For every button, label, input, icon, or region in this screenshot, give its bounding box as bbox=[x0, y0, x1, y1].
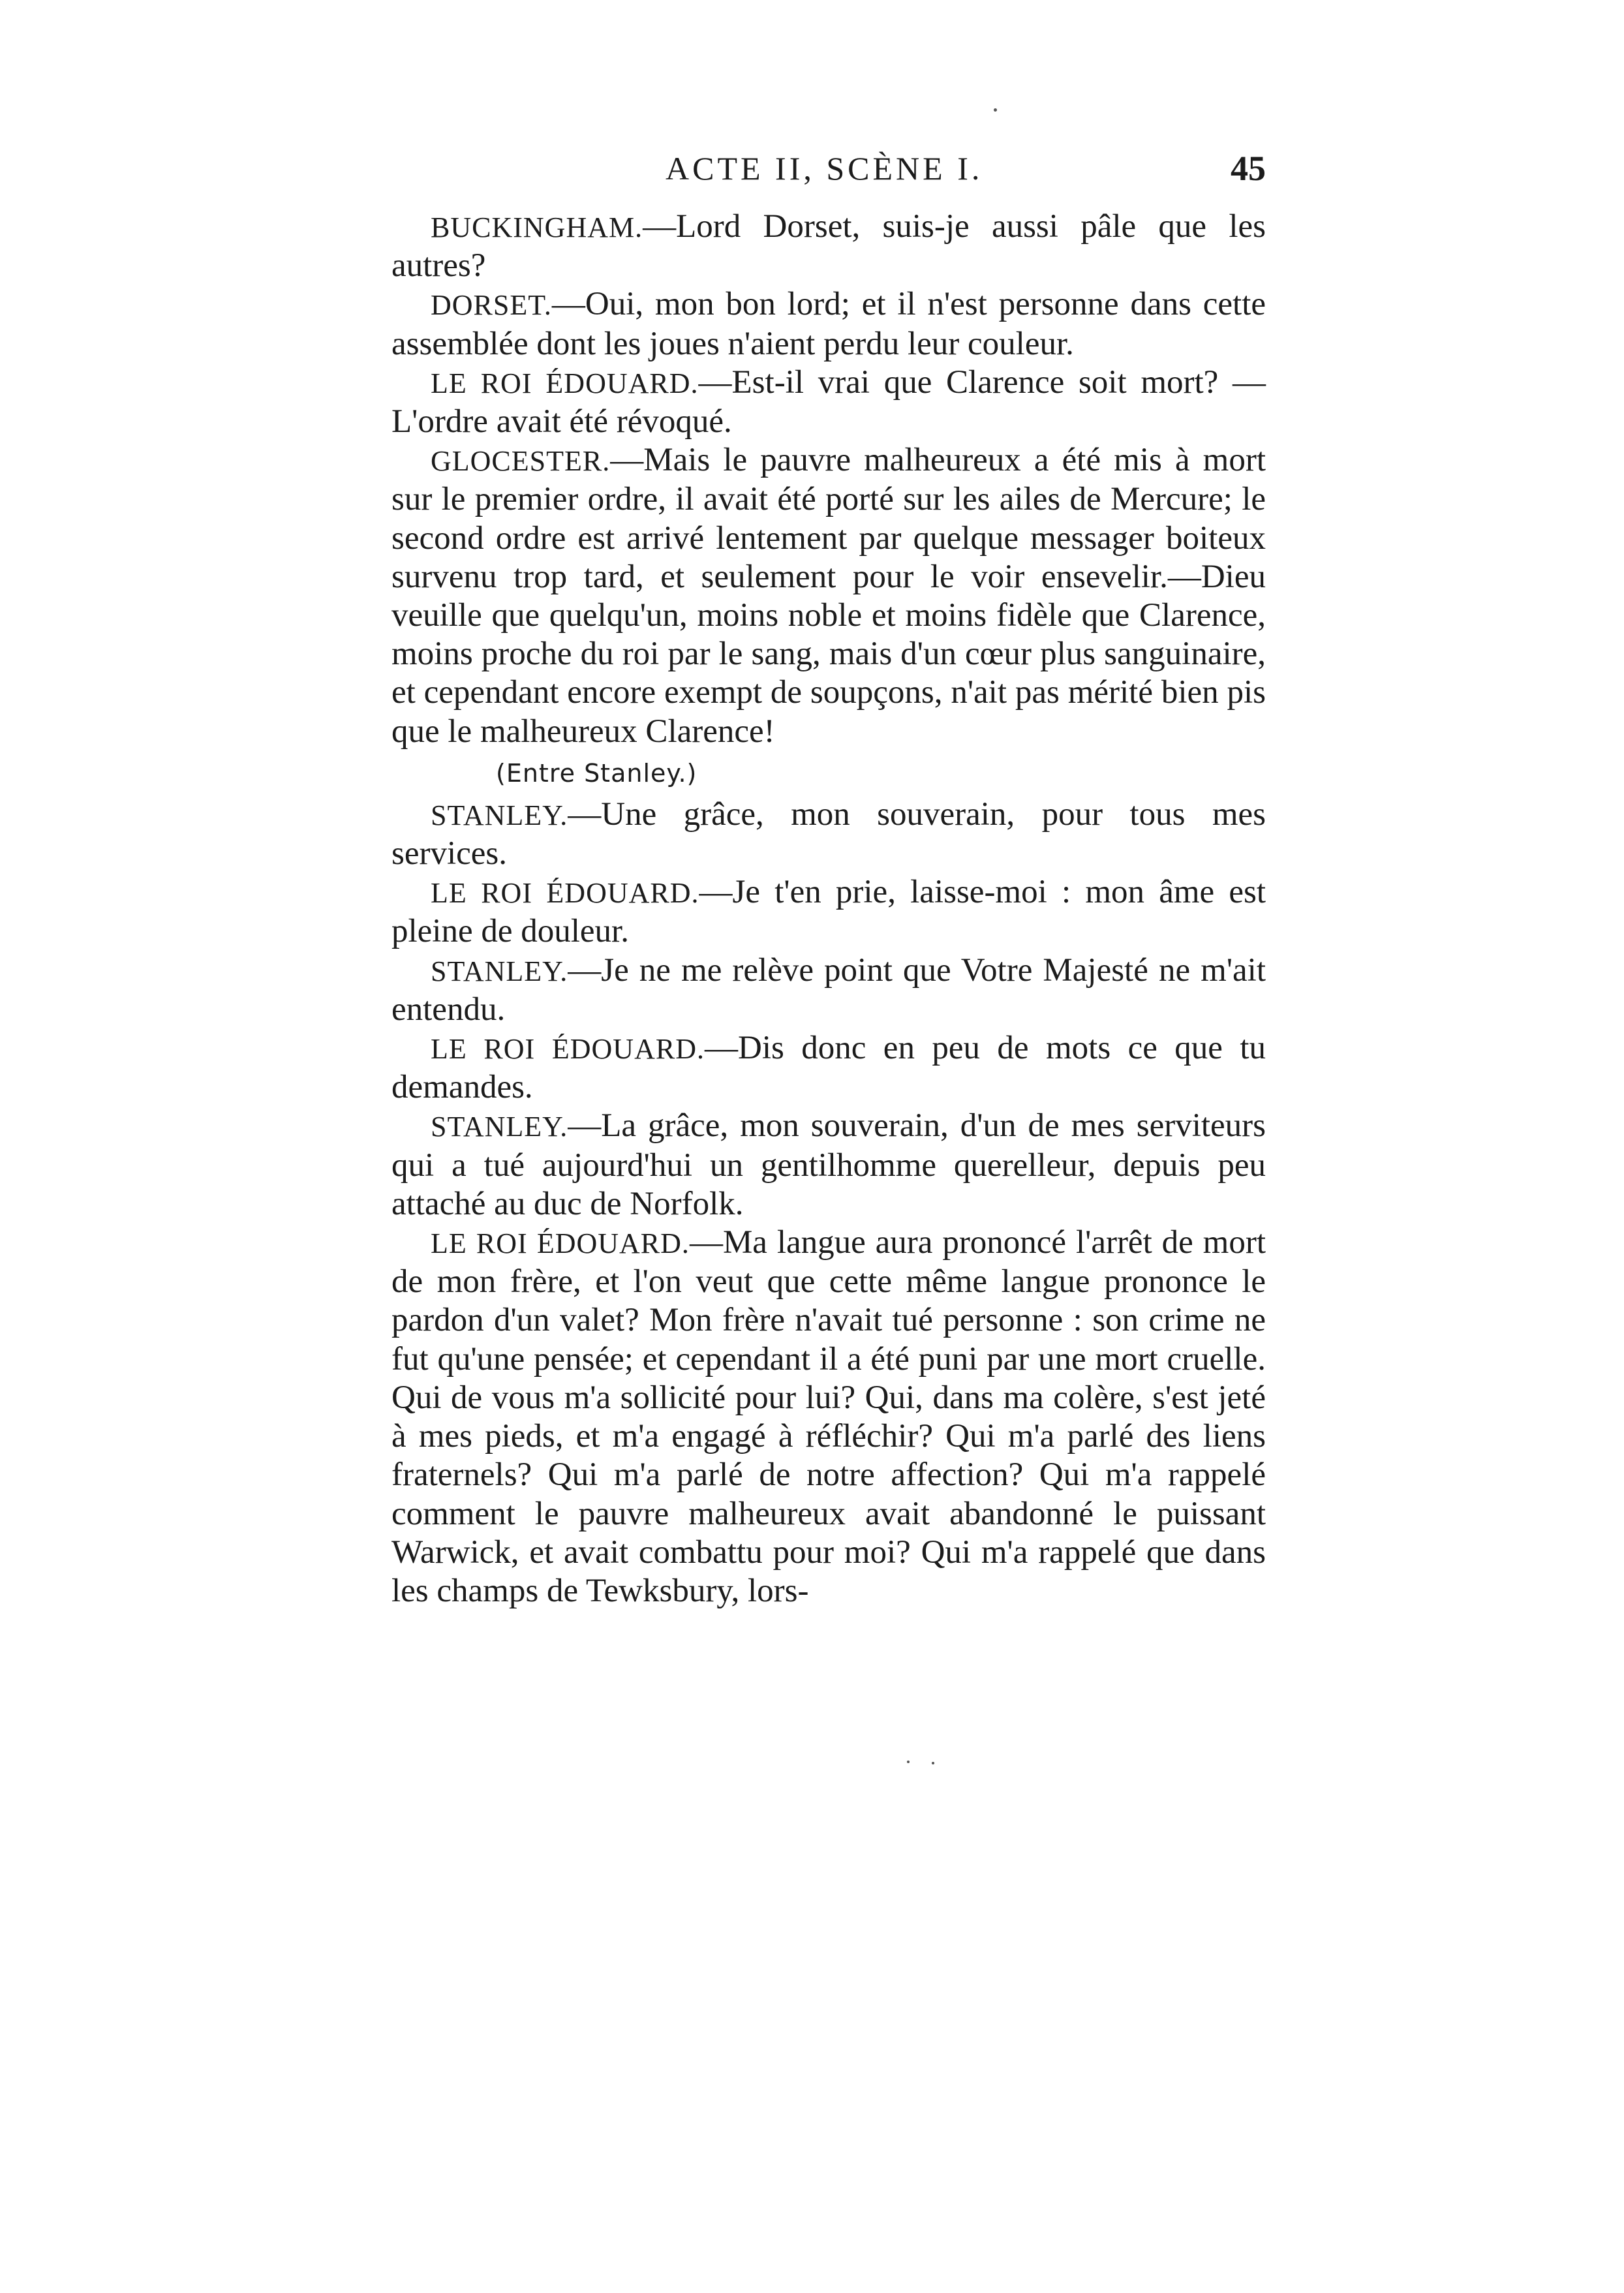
paper-speck bbox=[994, 108, 997, 112]
speaker-name: LE ROI ÉDOUARD. bbox=[431, 367, 699, 399]
speech-text: —Je ne me relève point que Votre Majesté ne m'ait entendu. bbox=[391, 951, 1266, 1028]
speech-king-edward bbox=[391, 1029, 1266, 1107]
play-text bbox=[391, 208, 1266, 1610]
speaker-name: STANLEY. bbox=[431, 799, 568, 831]
speaker-name: STANLEY. bbox=[431, 955, 568, 987]
speech-king-edward bbox=[391, 363, 1266, 441]
speech-king-edward bbox=[391, 873, 1266, 951]
stage-direction: (Entre Stanley.) bbox=[496, 758, 697, 788]
speaker-name: LE ROI ÉDOUARD. bbox=[431, 1033, 705, 1066]
paper-speck bbox=[932, 1762, 934, 1764]
speech-text: —Lord Dorset, suis-je aussi pâle que les autres? bbox=[391, 208, 1266, 285]
page-header bbox=[391, 142, 1266, 194]
speech-stanley bbox=[391, 1107, 1266, 1223]
paper-speck bbox=[907, 1761, 910, 1763]
speech-text: —Je t'en prie, laisse-moi : mon âme est pleine de douleur. bbox=[391, 874, 1266, 950]
speaker-name: LE ROI ÉDOUARD. bbox=[431, 1227, 690, 1260]
speaker-name: BUCKINGHAM. bbox=[431, 211, 643, 243]
speech-dorset bbox=[391, 285, 1266, 363]
speech-buckingham bbox=[391, 208, 1266, 285]
speech-text: —Une grâce, mon souverain, pour tous mes services. bbox=[391, 795, 1266, 872]
speaker-name: DORSET. bbox=[431, 289, 552, 322]
speech-text: —Est-il vrai que Clarence soit mort? —L'ordre avait été révoqué. bbox=[391, 363, 1266, 440]
speech-stanley bbox=[391, 795, 1266, 873]
page-number: 45 bbox=[1231, 149, 1266, 188]
speaker-name: LE ROI ÉDOUARD. bbox=[431, 877, 699, 910]
speech-text: —Ma langue aura prononcé l'arrêt de mort de mon frère, et l'on veut que cette même langue prononce le pardon d'un valet? Mon frère n'avait tué personne : son crime ne fut qu'une pensée; et cependant il a été puni par une mort cruelle. Qui de vous m'a sollicité pour lui? Qui, dans ma colère, s'est jeté à mes pieds, et m'a engagé à réfléchir? Qui m'a parlé des liens fraternels? Qui m'a parlé de notre affection? Qui m'a rappelé comment le pauvre malheureux avait abandonné le puissant Warwick, et avait combattu pour moi? Qui m'a rappelé que dans les champs de Tewksbury, lors- bbox=[391, 1224, 1266, 1609]
speaker-name: STANLEY. bbox=[431, 1111, 568, 1143]
speech-text: —Mais le pauvre malheureux a été mis à mort sur le premier ordre, il avait été porté sur les ailes de Mercure; le second ordre est arrivé lentement par quelque messager boiteux survenu trop tard, et seulement pour le voir ensevelir.—Dieu veuille que quelqu'un, moins noble et moins fidèle que Clarence, moins proche du roi par le sang, mais d'un cœur plus sanguinaire, et cependant encore exempt de soupçons, n'ait pas mérité bien pis que le malheureux Clarence! bbox=[391, 442, 1266, 750]
speech-text: —Dis donc en peu de mots ce que tu demandes. bbox=[391, 1030, 1266, 1106]
speech-text: —Oui, mon bon lord; et il n'est personne dans cette assemblée dont les joues n'aient perdu leur couleur. bbox=[391, 286, 1266, 362]
speech-stanley bbox=[391, 951, 1266, 1029]
speech-glocester bbox=[391, 441, 1266, 751]
running-title: ACTE II, SCÈNE I. bbox=[666, 150, 983, 187]
speech-text: —La grâce, mon souverain, d'un de mes serviteurs qui a tué aujourd'hui un gentilhomme querelleur, depuis peu attaché au duc de Norfolk. bbox=[391, 1107, 1266, 1222]
speech-king-edward bbox=[391, 1223, 1266, 1610]
speaker-name: GLOCESTER. bbox=[431, 445, 611, 478]
